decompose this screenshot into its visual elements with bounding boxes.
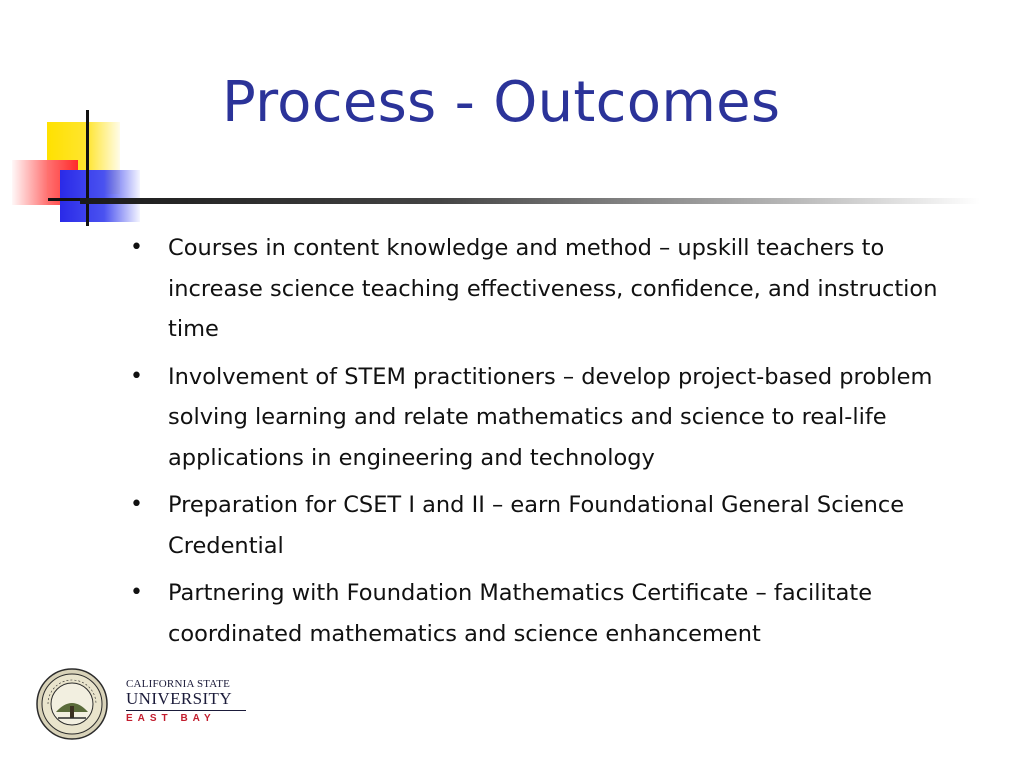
wordmark-line-2: UNIVERSITY	[126, 690, 246, 711]
bullet-text: Partnering with Foundation Mathematics Certificate – facilitate coordinated mathematics and science enhancement	[168, 580, 873, 647]
bullet-item	[130, 485, 950, 566]
bullet-icon: •	[130, 235, 143, 260]
wordmark-line-1: CALIFORNIA STATE	[126, 678, 231, 690]
title-divider	[80, 198, 980, 204]
bullet-icon: •	[130, 580, 143, 605]
bullet-list	[130, 228, 950, 661]
university-wordmark	[126, 678, 246, 727]
slide-title: Process - Outcomes	[222, 70, 781, 135]
bullet-text: Involvement of STEM practitioners – develop project-based problem solving learning and relate mathematics and science to real-life applications in engineering and technology	[168, 363, 933, 471]
wordmark-line-3: EAST BAY	[126, 713, 216, 724]
bullet-item	[130, 228, 950, 350]
bullet-icon: •	[130, 363, 143, 389]
university-seal-icon	[36, 668, 108, 740]
decorative-blue-block	[60, 170, 140, 222]
decorative-vertical-line	[86, 110, 89, 226]
bullet-item	[130, 357, 950, 479]
bullet-text: Courses in content knowledge and method – upskill teachers to increase science teaching effectiveness, confidence, and instruction time	[168, 235, 938, 342]
bullet-text: Preparation for CSET I and II – earn Foundational General Science Credential	[168, 492, 905, 559]
bullet-icon: •	[130, 492, 143, 517]
bullet-item	[130, 573, 950, 654]
